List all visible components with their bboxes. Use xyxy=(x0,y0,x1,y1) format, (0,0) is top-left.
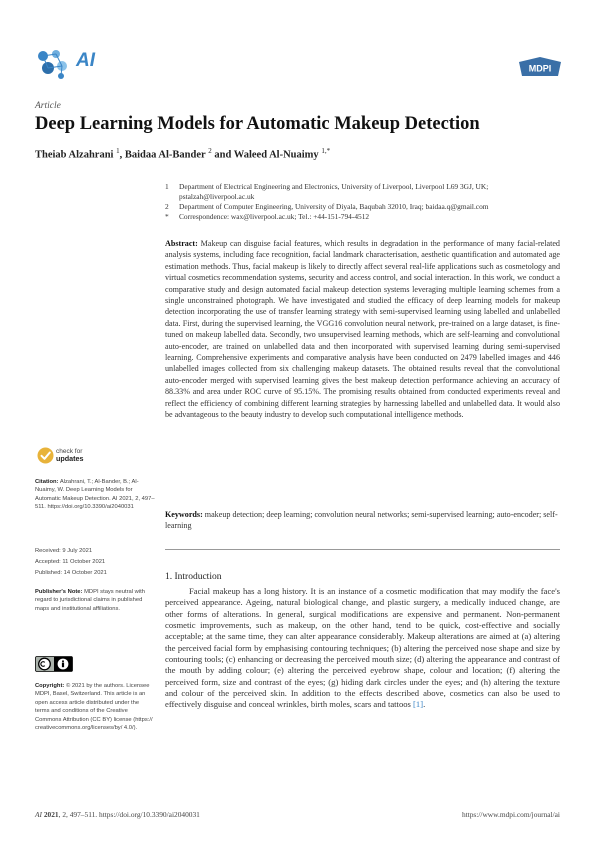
section-divider xyxy=(165,549,560,550)
citation-text: Alzahrani, T.; Al-Bander, B.; Al-Nuaimy, W. Deep Learning Models for Automatic Makeup Detection. AI 2021, 2, 497–511. https://doi.org/10.3390/ai2040031 xyxy=(35,479,155,511)
mdpi-logo-text: MDPI xyxy=(528,63,552,74)
article-title: Deep Learning Models for Automatic Makeup Detection xyxy=(35,114,480,134)
author-separator: and xyxy=(211,149,234,161)
check-for-updates-line2: updates xyxy=(56,453,84,463)
footer-journal: AI xyxy=(35,810,42,819)
article-type: Article xyxy=(35,101,61,111)
abstract xyxy=(165,238,560,421)
affiliation-number: * xyxy=(165,212,169,221)
section-body xyxy=(165,586,560,711)
correspondence-text: Correspondence: wax@liverpool.ac.uk; Tel.: +44-151-794-4512 xyxy=(179,212,370,221)
check-for-updates-icon[interactable] xyxy=(37,447,54,464)
citation-block xyxy=(35,478,155,512)
citation-label: Citation: xyxy=(35,479,59,485)
accepted-date: Accepted: 11 October 2021 xyxy=(35,559,106,565)
keywords-text: makeup detection; deep learning; convolution neural networks; semi-supervised learning; auto-encoder; self-learning xyxy=(165,510,558,531)
cc-by-license-icon[interactable] xyxy=(35,656,73,672)
page-footer xyxy=(35,810,200,819)
author-name[interactable]: Baidaa Al-Bander xyxy=(124,149,206,161)
author-separator: , xyxy=(119,149,125,161)
keywords xyxy=(165,509,560,532)
footer-year: 2021 xyxy=(43,810,59,819)
author-affiliation-mark: 1,* xyxy=(321,147,331,155)
copyright-label: Copyright: xyxy=(35,683,65,689)
publisher-note-label: Publisher's Note: xyxy=(35,589,83,595)
affiliation-number: 2 xyxy=(165,202,169,211)
affiliation-text: Department of Electrical Engineering and Electronics, University of Liverpool, Liverpool L69 3GJ, UK; xyxy=(179,182,489,191)
author-affiliation-mark: 1 xyxy=(116,147,120,155)
received-date: Received: 9 July 2021 xyxy=(35,548,93,554)
keywords-label: Keywords: xyxy=(165,510,203,519)
author-list xyxy=(35,147,330,161)
abstract-label: Abstract: xyxy=(165,239,198,248)
journal-name: AI xyxy=(76,50,95,71)
check-for-updates-link[interactable] xyxy=(56,449,84,462)
copyright-text: © 2021 by the authors. Licensee MDPI, Basel, Switzerland. This article is an open access article distributed under the terms and conditions of the Creative Commons Attribution (CC BY) license (https:// creativecommons.org/licenses/by/ 4.0/). xyxy=(35,683,153,732)
section-heading: 1. Introduction xyxy=(165,572,222,582)
section-text: Facial makeup has a long history. It is an instance of a cosmetic modification that may modify the face's perceived appearance. Ageing, natural biological change, and plastic surgery, a medically induced change, are other forms of alterations. In general, surgical modifications are expensive and permanent. Non-permanent cosmetic improvements, such as makeup, on the other hand, tend to be quick, cost-effective and socially acceptable; at the same time, they can alter appearance considerably. Makeup alterations are aimed at (a) altering the perceived facial form by emphasising contouring techniques; (b) altering the perceived nose shape and size by contouring tools; (c) enhancing or decreasing the perceived mouth size; (d) altering the appearance and contrast of the mouth by adding colour; (e) altering the perceived eyebrow shape, colour and location; (f) altering the perceived form, size and contrast of the eyes; (g) hiding dark circles under the eyes; and (h) altering the texture and colour of the perceived skin. In addition to the effects described above, cosmetics can also be used to effectively disguise and conceal wrinkles, birth moles, scars and tattoos xyxy=(165,586,560,710)
affiliation-text: Department of Computer Engineering, University of Diyala, Baqubah 32010, Iraq; baidaa.q@gmail.com xyxy=(179,202,489,211)
author-name[interactable]: Theiab Alzahrani xyxy=(35,149,114,161)
abstract-text: Makeup can disguise facial features, which results in degradation in the performance of many facial-related analysis systems, including face recognition, facial landmark characterisation, aesthetic quantification and automated age estimation methods. Thus, facial makeup is likely to directly affect several real-life applications such as cosmetology and virtual cosmetics recommendation systems, security and access control, and social interaction. In this work, we conduct a comparative study and design automated facial makeup detection systems leveraging multiple learning schemes from a single unconstrained photograph. We have investigated and studied the efficacy of deep learning models for makeup detection incorporating the use of transfer learning strategy with semi-supervised learning using labelled and unlabelled data. First, during the supervised learning, the VGG16 convolution neural network, pre-trained on a large dataset, is fine-tuned on makeup labelled data. Secondly, two unsupervised learning methods, which are self-learning and convolutional auto-encoder, are trained on unlabelled data and then incorporated with supervised learning during semi-supervised learning. Comprehensive experiments and comparative analysis have been conducted on 2479 labelled images and 446 unlabelled images collected from six challenging makeup datasets. The obtained results reveal that the convolutional auto-encoder merged with supervised learning gives the best makeup detection performance achieving an accuracy of 88.33% and area under ROC curve of 95.15%. The promising results obtained from conducted experiments reveal and reflect the efficiency of combining different learning strategies by harnessing labelled and unlabelled data. It would also be advantageous to the beauty industry to develop such computational intelligence methods. xyxy=(165,239,560,420)
affiliation-number: 1 xyxy=(165,182,169,191)
publisher-note-text: MDPI stays neutral with regard to jurisdictional claims in published maps and institutional affiliations. xyxy=(35,589,145,612)
footer-details[interactable]: , 2, 497–511. https://doi.org/10.3390/ai2040031 xyxy=(58,810,200,819)
check-for-updates-line1: check for xyxy=(56,448,83,455)
journal-url-link[interactable]: https://www.mdpi.com/journal/ai xyxy=(461,810,560,819)
section-text-end: . xyxy=(423,699,426,710)
publisher-note xyxy=(35,588,155,613)
author-affiliation-mark: 2 xyxy=(208,147,212,155)
copyright-block xyxy=(35,682,155,732)
citation-link[interactable]: [1] xyxy=(413,699,424,710)
published-date: Published: 14 October 2021 xyxy=(35,570,107,576)
author-name[interactable]: Waleed Al-Nuaimy xyxy=(233,149,319,161)
mdpi-logo-icon xyxy=(518,56,562,77)
affiliation-email-link[interactable]: pstalzah@liverpool.ac.uk xyxy=(179,192,255,201)
journal-logo-icon xyxy=(34,47,71,80)
